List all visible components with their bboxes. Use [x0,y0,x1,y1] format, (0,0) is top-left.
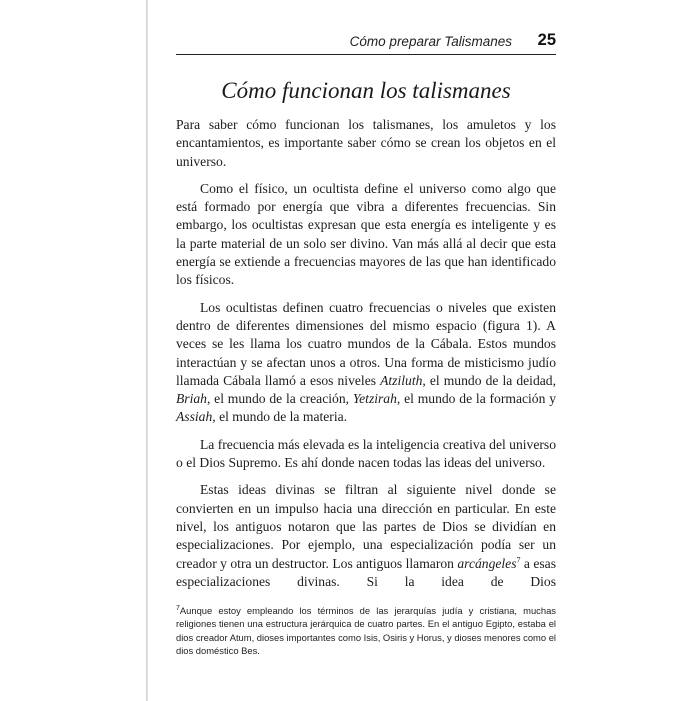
paragraph-3-text-1: Los ocultistas definen cuatro frecuencias o niveles que existen dentro de diferentes dimensiones del mismo espacio (figura 1). A veces se les llama los cuatro mundos de la Cábala. Estos mundos interactúan y se afectan unos a otros. Una forma de misticismo judío llamada Cábala llamó a esos niveles [176,299,556,388]
running-header [176,31,556,55]
paragraph-3-text-3: , el mundo de la creación, [206,391,353,407]
footnote-reference: 7 [516,555,521,564]
running-title: Cómo preparar Talismanes [349,34,512,49]
term-assiah: Assiah [176,409,213,425]
paragraph-4: La frecuencia más elevada es la inteligencia creativa del universo o el Dios Supremo. Es ahí donde nacen todas las ideas del universo. [176,436,556,471]
page-gutter-shadow [146,0,148,701]
paragraph-5-text-2: a esas especializaciones divinas. Si la idea de Dios [176,555,557,589]
footnote-text: Aunque estoy empleando los términos de las jerarquías judía y cristiana, muchas religiones tienen una estructura jerárquica de cuatro partes. En el antiguo Egipto, estaba el dios creador Atum, dioses importantes como Isis, Osiris y Horus, y dioses menores como el dios doméstico Bes. [176,605,556,657]
paragraph-1: Para saber cómo funcionan los talismanes, los amuletos y los encantamientos, es importante saber cómo se crean los objetos en el universo. [176,117,556,169]
footnote-marker: 7 [176,604,180,612]
paragraph-3-text-5: , el mundo de la materia. [212,409,348,425]
term-atziluth: Atziluth [380,372,423,388]
paragraph-5 [176,481,556,591]
footnote [176,604,556,658]
paragraph-5-text-1: Estas ideas divinas se filtran al siguiente nivel donde se convierten en un impulso hacia una dirección en particular. En este nivel, los antiguos notaron que las partes de Dios se dividían en especializaciones. Por ejemplo, una especialización podía ser un creador y otra un destructor. Los antiguos llamaron [176,482,556,571]
body-text [176,116,556,591]
paragraph-3 [176,299,556,427]
page-number: 25 [537,31,556,49]
paragraph-3-text-2: , el mundo de la deidad, [422,372,556,388]
paragraph-3-text-4: , el mundo de la formación y [396,391,556,407]
chapter-title: Cómo funcionan los talismanes [221,78,511,103]
term-arcangeles: arcángeles [457,555,517,571]
book-page [176,0,556,701]
paragraph-2: Como el físico, un ocultista define el universo como algo que está formado por energía que vibra a diferentes frecuencias. Sin embargo, los ocultistas expresan que esta energía es inteligente y es la parte material de un solo ser divino. Van más allá al decir que esta energía se extiende a frecuencias mayores de las que han identificado los físicos. [176,180,556,288]
term-yetzirah: Yetzirah [352,391,397,407]
term-briah: Briah [176,391,207,407]
